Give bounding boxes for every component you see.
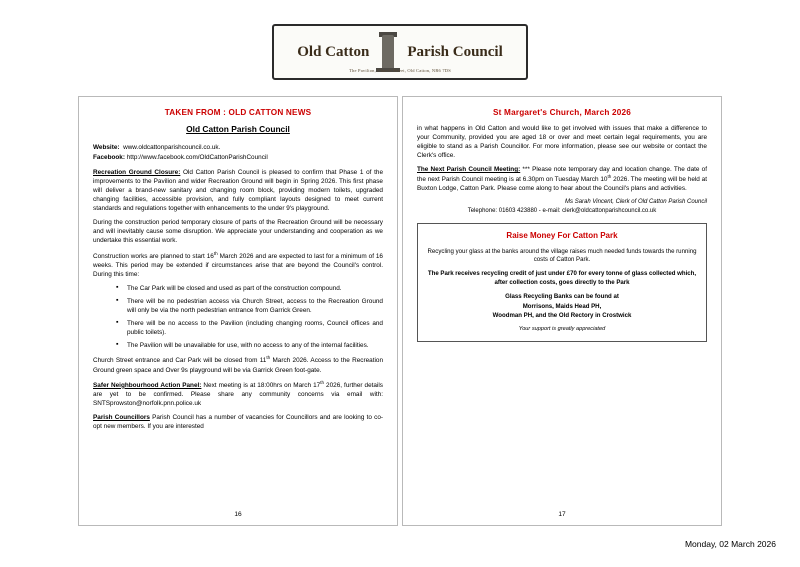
paragraph-temporary-closure: During the construction period temporary closure of parts of the Recreation Ground will be necessary and will inevitably cause some disruption. We appreciate your understanding and cooperation as we undertake this essential work. — [93, 219, 383, 245]
masthead-word-right: Parish Council — [407, 43, 503, 60]
advert-line-1: Recycling your glass at the banks around the village raises much needed funds towards the running costs of Catton Park. — [427, 247, 697, 264]
advert-raise-money-box — [417, 223, 707, 341]
list-item: ▪ The Car Park will be closed and used as part of the construction compound. — [127, 284, 383, 293]
document-page-right — [402, 96, 722, 526]
advert-line-3: Glass Recycling Banks can be found at — [505, 293, 619, 301]
list-item: Morrisons, Maids Head PH, — [522, 302, 602, 310]
clerk-contact-line: Telephone: 01603 423880 - e-mail: clerk@oldcattonparishcouncil.co.uk — [467, 207, 657, 214]
heading-parish-councillors: Parish Councillors — [93, 414, 150, 422]
footer-date: Monday, 02 March 2026 — [684, 539, 776, 549]
paragraph-councillor-continuation: in what happens in Old Catton and would like to get involved with issues that make a difference to your Community, provided you are aged 18 or over and meet certain legal requirements, you are eligible to stand as a Parish Councillor. For more information, please see our website or contact the Clerk's office. — [417, 124, 707, 159]
list-item: ▪ The Pavilion will be unavailable for use, with no access to any of the internal facilities. — [127, 341, 383, 350]
advert-footer: Your support is greatly appreciated — [518, 325, 606, 332]
contact-details-block — [93, 143, 383, 162]
page-title-right: St Margaret's Church, March 2026 — [492, 108, 632, 117]
list-item: ▪ There will be no pedestrian access via Church Street, access to the Recreation Ground will only be via the north pedestrian entrance from Garrick Green. — [127, 297, 383, 315]
masthead-subtitle: The Pavilion, Church Street, Old Catton, NR6 7DS — [349, 68, 451, 73]
page-number-left: 16 — [234, 510, 242, 518]
website-line: Website: www.oldcattonparishcouncil.co.uk. — [93, 143, 221, 151]
heading-snap: Safer Neighbourhood Action Panel: — [93, 381, 202, 389]
document-page-left — [78, 96, 398, 526]
advert-title: Raise Money For Catton Park — [506, 231, 618, 241]
text-recreation-closure: Old Catton Parish Council is pleased to confirm that Phase 1 of the improvements to the Pavilion and wider Recreation Ground will begin in Spring 2026. This first phase will deliver a brand-new sanitary and changing room block, providing modern toilets, upgraded changing facilities, accessible provision, and fully compliant layouts designed to meet current standards and regulations together with enhancements to the under 9's playground. — [93, 168, 383, 213]
heading-recreation-closure: Recreation Ground Closure: — [93, 168, 181, 176]
paragraph-next-meeting: The Next Parish Council Meeting: *** Please note temporary day and location change. The date of the next Parish Council meeting is at 6.30pm on Tuesday March 10th 2026. The meeting will be held at Buxton Lodge, Catton Park. Please come along to hear about the Council's plans and activities. — [417, 166, 707, 193]
paragraph-councillors — [93, 413, 383, 431]
advert-locations — [426, 292, 698, 320]
closure-bullet-list — [93, 284, 383, 351]
advert-line-2: The Park receives recycling credit of just under £70 for every tonne of glass collected which, after collection costs, goes directly to the Park — [427, 270, 697, 286]
paragraph-snap: Safer Neighbourhood Action Panel: Next meeting is at 18:00hrs on March 17th 2026, further details are yet to be confirmed. Please share any community concerns via email with: SNTSprowston@norfolk.pnn.police.uk — [93, 379, 384, 408]
page-number-right: 17 — [558, 510, 566, 518]
paragraph-church-street-access: Church Street entrance and Car Park will be closed from 11th March 2026. Access to the Recreation Ground green space and Over 9s playground will be via Garrick Green foot-gate. — [93, 355, 384, 374]
church-tower-crest-icon — [375, 32, 401, 72]
facebook-line: Facebook: http://www.facebook.com/OldCattonParishCouncil — [93, 153, 268, 161]
list-item: Woodman PH, and the Old Rectory in Crostwick — [492, 312, 632, 320]
paragraph-recreation-closure — [93, 168, 383, 213]
clerk-signature: Ms Sarah Vincent, Clerk of Old Catton Parish Council — [565, 199, 707, 206]
heading-next-meeting: The Next Parish Council Meeting: — [417, 166, 521, 174]
masthead-logo — [272, 24, 528, 80]
kicker-taken-from: TAKEN FROM : OLD CATTON NEWS — [164, 108, 312, 117]
list-item: ▪ There will be no access to the Pavilion (including changing rooms, Council offices and public toilets). — [127, 319, 383, 337]
text-parish-councillors: Parish Council has a number of vacancies for Councillors and are looking to co-opt new members. If you are interested — [93, 414, 383, 431]
masthead-word-left: Old Catton — [297, 43, 370, 60]
paragraph-construction-dates: Construction works are planned to start 16th March 2026 and are expected to last for a minimum of 16 weeks. This period may be extended if circumstances arise that are beyond the Council's control. During this time: — [93, 250, 383, 278]
page-title-left: Old Catton Parish Council — [186, 123, 290, 134]
